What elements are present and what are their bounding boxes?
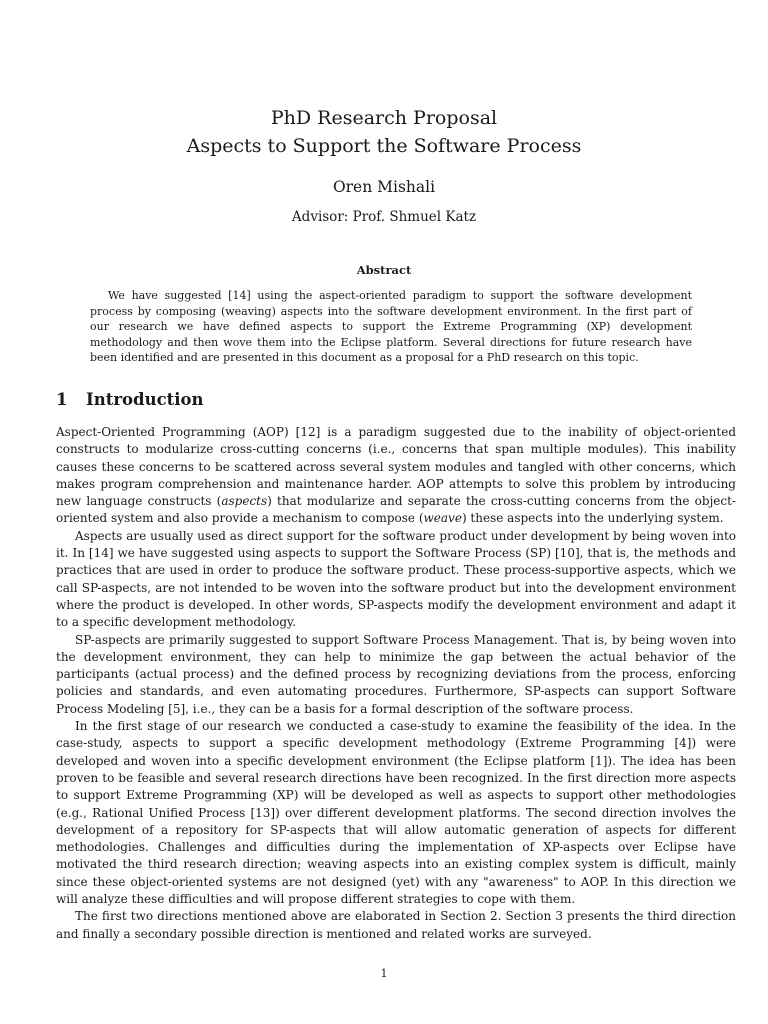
term-weave: weave: [423, 511, 462, 526]
paragraph-1-part-b: ) that modularize and separate the cross-cutting concerns from the object-oriented system and also provide a mechanism to compose (: [56, 494, 736, 526]
paragraph-1-part-c: ) these aspects into the underlying system.: [461, 511, 724, 526]
paragraph-5: The first two directions mentioned above are elaborated in Section 2. Section 3 presents the third direction and finally a secondary possible direction is mentioned and related works are surveyed.: [56, 909, 736, 941]
abstract-heading: Abstract: [356, 263, 412, 277]
title-line-1: PhD Research Proposal: [270, 107, 498, 129]
author-name: Oren Mishali: [332, 178, 436, 196]
section-heading-introduction: [56, 390, 204, 409]
term-aspects: aspects: [221, 494, 268, 509]
page-number: 1: [380, 967, 388, 980]
section-number: 1: [56, 390, 68, 409]
introduction-body: [56, 424, 736, 943]
paragraph-2: Aspects are usually used as direct support for the software product under development by being woven into it. In [14] we have suggested using aspects to support the Software Process (SP) [10], that is, the methods and practices that are used in order to produce the software product. These process-supportive aspects, which we call SP-aspects, are not intended to be woven into the software product but into the development environment where the product is developed. In other words, SP-aspects modify the development environment and adapt it to a specific development methodology.: [56, 528, 736, 630]
paragraph-4: In the first stage of our research we conducted a case-study to examine the feasibility of the idea. In the case-study, aspects to support a specific development methodology (Extreme Programming [4]) were developed and woven into a specific development environment (the Eclipse platform [1]). The idea has been proven to be feasible and several research directions have been recognized. In the first direction more aspects to support Extreme Programming (XP) will be developed as well as aspects to support other methodologies (e.g., Rational Unified Process [13]) over different development platforms. The second direction involves the development of a repository for SP-aspects that will allow automatic generation of aspects for different methodologies. Challenges and difficulties during the implementation of XP-aspects over Eclipse have motivated the third research direction; weaving aspects into an existing complex system is difficult, mainly since these object-oriented systems are not designed (yet) with any "awareness" to AOP. In this direction we will analyze these difficulties and will propose different strategies to cope with them.: [56, 719, 736, 907]
paragraph-1-part-a: Aspect-Oriented Programming (AOP) [12] is a paradigm suggested due to the inability of object-oriented constructs to modularize cross-cutting concerns (i.e., concerns that span multiple modules). This inability causes these concerns to be scattered across several system modules and tangled with other concerns, which makes program comprehension and maintenance harder. AOP attempts to solve this problem by introducing new language constructs (: [56, 425, 736, 509]
advisor-line: Advisor: Prof. Shmuel Katz: [291, 209, 477, 225]
section-title: Introduction: [86, 390, 204, 409]
paragraph-1: [56, 424, 736, 528]
abstract-text: We have suggested [14] using the aspect-oriented paradigm to support the software development process by composing (weaving) aspects into the software development environment. In the first part of our research we have defined aspects to support the Extreme Programming (XP) development methodology and then wove them into the Eclipse platform. Several directions for future research have been identified and are presented in this document as a proposal for a PhD research on this topic.: [90, 289, 692, 364]
paper-title: [0, 104, 768, 160]
paragraph-3: SP-aspects are primarily suggested to support Software Process Management. That is, by being woven into the development environment, they can help to minimize the gap between the actual behavior of the participants (actual process) and the defined process by recognizing deviations from the process, enforcing policies and standards, and even automating procedures. Furthermore, SP-aspects can support Software Process Modeling [5], i.e., they can be a basis for a formal description of the software process.: [56, 632, 736, 716]
title-line-2: Aspects to Support the Software Process: [186, 135, 582, 157]
